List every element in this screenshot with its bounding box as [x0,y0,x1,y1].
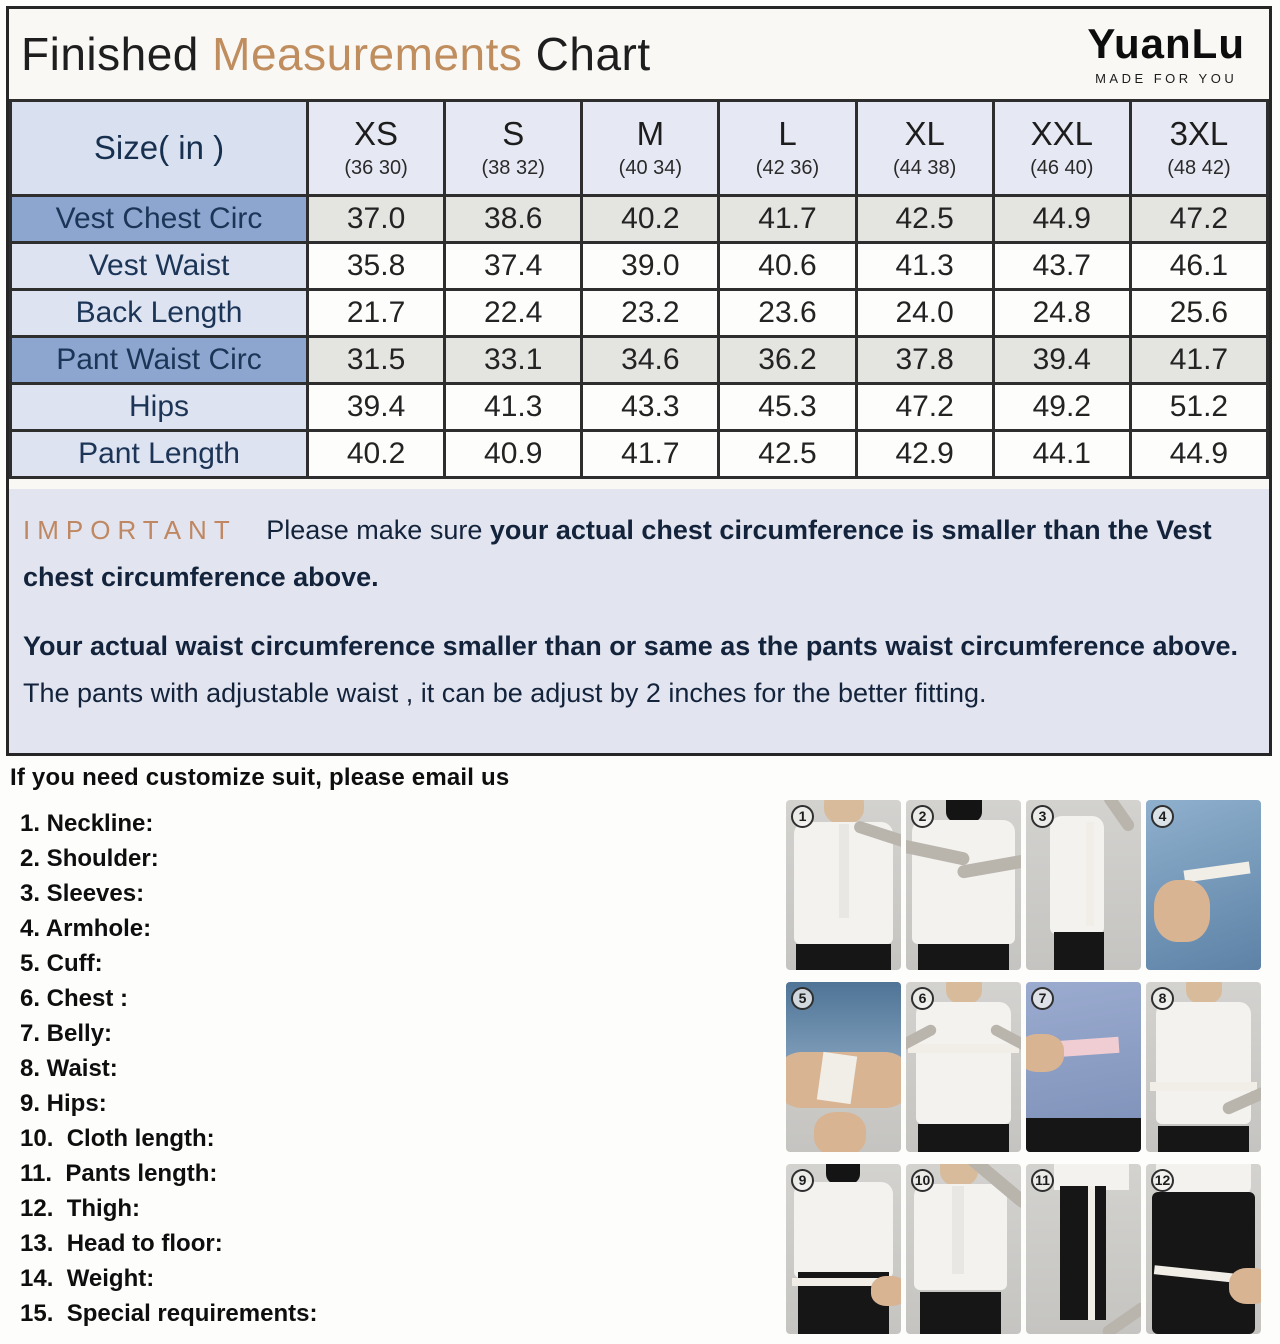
value-cell: 44.1 [993,431,1130,478]
brand-name: YuanLu [1087,19,1245,67]
size-col-header-3xl [1130,101,1267,196]
note-text: The pants with adjustable waist , it can be adjust by 2 inches for the better fitting. [23,677,987,708]
photo-number-badge: 3 [1031,805,1054,828]
hand-shape [871,1276,901,1306]
value-cell: 47.2 [856,384,993,431]
belly-measure-photo [1026,982,1141,1152]
row-label: Pant Length [11,431,308,478]
tape-shape [1086,822,1094,926]
size-name: 3XL [1169,114,1229,152]
important-note [9,489,1269,753]
value-cell: 34.6 [582,337,719,384]
size-col-header-l [719,101,856,196]
tie-shape [839,824,849,918]
pants-shape [1152,1192,1255,1334]
list-item: 13. Head to floor: [20,1230,223,1257]
hand-shape [1154,880,1210,942]
value-cell: 49.2 [993,384,1130,431]
size-name: XL [904,114,945,152]
placket-shape [952,1186,964,1274]
chart-header [9,9,1269,99]
size-name: M [636,114,665,152]
size-col-header-xxl [993,101,1130,196]
value-cell: 43.7 [993,243,1130,290]
size-name: XS [354,114,399,152]
figure-head [1186,982,1222,1004]
value-cell: 37.4 [445,243,582,290]
pants-shape [1158,1126,1249,1152]
size-range: (44 38) [892,157,957,180]
value-cell: 41.7 [1130,337,1267,384]
photo-number-badge: 4 [1151,805,1174,828]
title-finished: Finished [21,28,199,80]
pants-shape [920,1292,1001,1334]
note-paragraph-2 [23,623,1247,717]
pants-shape [796,944,891,970]
note-text-bold: your actual chest circumference is smaller than the Vest chest circumference above. [23,515,1212,592]
pants-length-measure-photo [1026,1164,1141,1334]
neckline-measure-photo [786,800,901,970]
value-cell: 42.5 [856,196,993,243]
list-item: 2. Shoulder: [20,845,159,872]
tape-shape [1088,1186,1095,1320]
figure-head [946,982,982,1004]
value-cell: 21.7 [308,290,445,337]
list-item: 10. Cloth length: [20,1125,215,1152]
shirt-shape [1050,816,1104,934]
photo-number-badge: 7 [1031,987,1054,1010]
hand-shape [1229,1268,1261,1304]
value-cell: 40.6 [719,243,856,290]
size-range: (46 40) [1030,157,1094,180]
list-item: 12. Thigh: [20,1195,140,1222]
waist-measure-photo [1146,982,1261,1152]
size-col-header-xl [856,101,993,196]
value-cell: 41.3 [856,243,993,290]
photo-number-badge: 10 [911,1169,934,1192]
list-item: 3. Sleeves: [20,880,145,907]
value-cell: 41.7 [719,196,856,243]
page-title [21,27,651,81]
tape-shape [817,1052,857,1104]
value-cell: 40.2 [308,431,445,478]
size-header-row [11,101,1268,196]
figure-head [946,800,982,822]
list-item: 5. Cuff: [20,950,103,977]
value-cell: 39.0 [582,243,719,290]
customize-list [10,806,770,1331]
tape-shape [908,1044,1019,1053]
value-cell: 39.4 [993,337,1130,384]
important-label: IMPORTANT [23,515,237,545]
row-label: Vest Waist [11,243,308,290]
shirt-shape [912,820,1015,944]
value-cell: 39.4 [308,384,445,431]
hips-measure-photo [786,1164,901,1334]
table-row-back-length [11,290,1268,337]
size-range: (36 30) [344,157,408,180]
arm-shape [1100,1300,1141,1334]
list-item: 4. Armhole: [20,915,152,942]
value-cell: 46.1 [1130,243,1267,290]
value-cell: 43.3 [582,384,719,431]
table-row-hips [11,384,1268,431]
pants-shape [1026,1118,1141,1152]
photo-number-badge: 5 [791,987,814,1010]
list-item: 7. Belly: [20,1020,113,1047]
value-cell: 51.2 [1130,384,1267,431]
tape-shape [1150,1082,1257,1091]
measurements-chart-panel [6,6,1272,756]
value-cell: 35.8 [308,243,445,290]
row-label: Pant Waist Circ [11,337,308,384]
list-item: 11. Pants length: [20,1160,218,1187]
table-row-vest-waist [11,243,1268,290]
size-range: (42 36) [755,157,820,180]
value-cell: 42.9 [856,431,993,478]
value-cell: 45.3 [719,384,856,431]
size-unit-label: Size( in ) [11,101,308,196]
value-cell: 23.6 [719,290,856,337]
value-cell: 36.2 [719,337,856,384]
brand-logo [1087,19,1245,86]
hand-shape [1026,1034,1064,1072]
value-cell: 40.9 [445,431,582,478]
value-cell: 23.2 [582,290,719,337]
note-text-bold: Your actual waist circumference smaller than or same as the pants waist circumference above. [23,630,1238,661]
value-cell: 40.2 [582,196,719,243]
photo-number-badge: 6 [911,987,934,1010]
list-item: 8. Waist: [20,1055,118,1082]
shirt-shape [794,1182,893,1278]
row-label: Back Length [11,290,308,337]
table-row-vest-chest [11,196,1268,243]
pants-shape [1060,1186,1106,1320]
size-col-header-xs [308,101,445,196]
photo-number-badge: 2 [911,805,934,828]
arm-shape [1101,800,1136,833]
size-table [9,99,1269,479]
size-range: (48 42) [1167,157,1231,180]
value-cell: 37.8 [856,337,993,384]
title-chart: Chart [535,28,651,80]
value-cell: 37.0 [308,196,445,243]
pants-shape [918,1124,1009,1152]
armhole-measure-photo [1146,800,1261,970]
cloth-length-measure-photo [906,1164,1021,1334]
value-cell: 44.9 [1130,431,1267,478]
value-cell: 25.6 [1130,290,1267,337]
title-measurements: Measurements [212,28,523,80]
value-cell: 22.4 [445,290,582,337]
table-row-pant-waist [11,337,1268,384]
size-name: L [778,114,797,152]
value-cell: 41.3 [445,384,582,431]
value-cell: 47.2 [1130,196,1267,243]
list-item: 6. Chest : [20,985,129,1012]
size-col-header-m [582,101,719,196]
value-cell: 31.5 [308,337,445,384]
thigh-measure-photo [1146,1164,1261,1334]
value-cell: 38.6 [445,196,582,243]
brand-tagline: MADE FOR YOU [1095,70,1238,86]
photo-number-badge: 12 [1151,1169,1174,1192]
value-cell: 24.8 [993,290,1130,337]
row-label: Vest Chest Circ [11,196,308,243]
size-name: S [502,114,525,152]
measurement-photo-grid [786,800,1261,1334]
pants-shape [918,944,1009,970]
value-cell: 41.7 [582,431,719,478]
value-cell: 44.9 [993,196,1130,243]
shirt-shape [916,1002,1011,1124]
list-item: 1. Neckline: [20,810,154,837]
photo-number-badge: 8 [1151,987,1174,1010]
size-range: (40 34) [618,157,683,180]
list-item: 15. Special requirements: [20,1300,318,1327]
value-cell: 33.1 [445,337,582,384]
note-text: Please make sure [266,515,490,545]
list-item: 9. Hips: [20,1090,107,1117]
chest-measure-photo [906,982,1021,1152]
photo-number-badge: 1 [791,805,814,828]
list-item: 14. Weight: [20,1265,155,1292]
value-cell: 42.5 [719,431,856,478]
sleeve-measure-photo [1026,800,1141,970]
photo-number-badge: 11 [1031,1169,1054,1192]
figure-head [826,1164,860,1184]
note-paragraph-1 [23,507,1247,601]
customize-section [10,764,770,1331]
value-cell: 24.0 [856,290,993,337]
customize-intro: If you need customize suit, please email us [10,764,510,791]
table-row-pant-length [11,431,1268,478]
cuff-measure-photo [786,982,901,1152]
row-label: Hips [11,384,308,431]
size-name: XXL [1030,114,1093,152]
photo-number-badge: 9 [791,1169,814,1192]
pants-shape [1054,932,1104,970]
shoulder-measure-photo [906,800,1021,970]
hand-shape [814,1112,866,1152]
size-col-header-s [445,101,582,196]
size-range: (38 32) [481,157,545,180]
